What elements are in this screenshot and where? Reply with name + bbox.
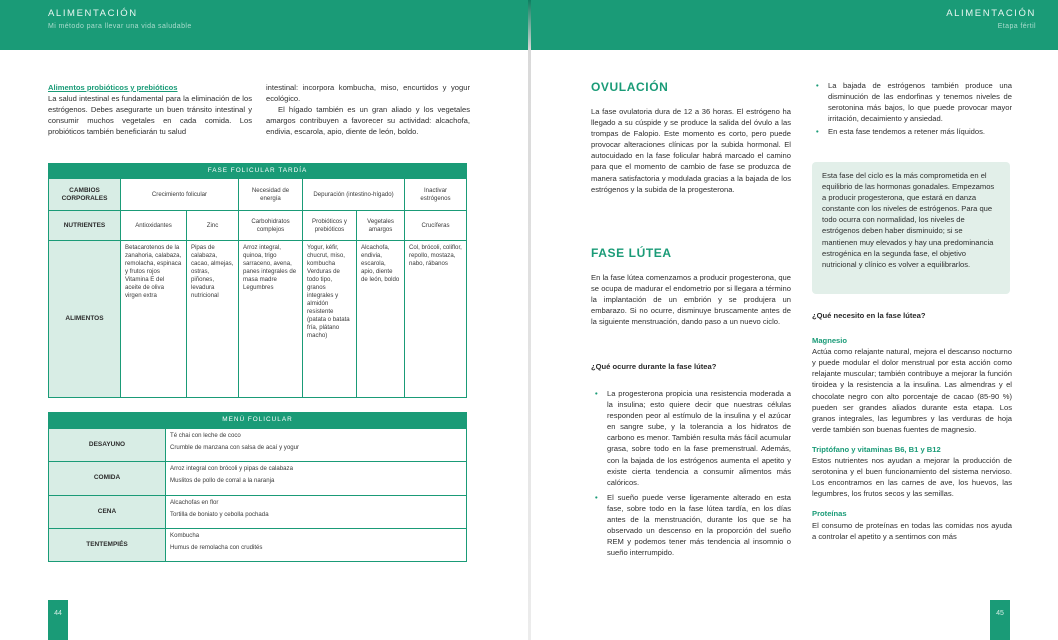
table-menu-caption: MENÚ FOLICULAR	[49, 413, 467, 429]
header-left-title: ALIMENTACIÓN	[48, 8, 138, 19]
menu-line: Muslitos de pollo de corral a la naranja	[170, 477, 275, 485]
table-menu-folicular	[48, 412, 467, 562]
cell-cambios-4: Inactivar estrógenos	[405, 179, 467, 211]
cell-nutrientes-3: Carbohidratos complejos	[239, 211, 303, 241]
bullet-dot-icon: •	[816, 81, 819, 90]
bullet-dot-icon: •	[595, 492, 598, 502]
highlight-box-text: Esta fase del ciclo es la más comprometida en el equilibrio de las hormonas gonadales. Empezamos a producir progesterona, que estará en danza constante con los niveles de estrógenos. Para que todo ocurra con normalidad, los niveles de estrógenos deben haber disminuido; si se mantienen muy elevados y hay una predominancia estrogénica en la segunda fase, el objetivo nutricional y clínico es volver a equilibrarlos.	[822, 171, 995, 269]
highlight-box	[812, 162, 1010, 294]
heading-magnesio: Magnesio	[812, 336, 848, 346]
table-fase-folicular	[48, 163, 467, 398]
menu-label-tentempies: TENTEMPIÉS	[49, 528, 166, 561]
menu-line: Arroz integral con brócoli y pipas de calabaza	[170, 465, 293, 473]
question-que-necesito: ¿Qué necesito en la fase lútea?	[812, 311, 926, 320]
header-right-title: ALIMENTACIÓN	[946, 8, 1036, 19]
header-left	[48, 8, 192, 30]
heading-fase-lutea: FASE LÚTEA	[591, 246, 672, 260]
left-col-2	[266, 82, 470, 137]
menu-line: Humus de remolacha con crudités	[170, 543, 263, 551]
row-label-cambios: CAMBIOS CORPORALES	[49, 179, 121, 211]
cell-alimentos-1: Betacarotenos de la zanahoria, calabaza, remolacha, espinaca y frutos rojos Vitamina E del aceite de oliva virgen extra	[121, 241, 187, 398]
menu-cell-comida	[166, 462, 467, 495]
menu-line: Crumble de manzana con salsa de acaí y yogur	[170, 444, 300, 451]
lutea-bullets	[591, 388, 791, 558]
ovulacion-text: La fase ovulatoria dura de 12 a 36 horas. El estrógeno ha llegado a su cúspide y se produce la salida del óvulo a las trompas de Falopio. Este momento es corto, pero puede provocar alteraciones clínicas por la subida hormonal. El autocuidado en la fase folicular habrá marcado el camino para que el momento de cambio de fase se produzca de manera satisfactoria y modulada gracias a la bajada de los estrógenos y la subida de la progesterona.	[591, 107, 791, 194]
page-gutter	[528, 0, 531, 640]
left-col1-paragraph: La salud intestinal es fundamental para la eliminación de los estrógenos. Debes asegurarte un buen tránsito intestinal y consumir muchos vegetales en cada comida. Los probióticos también beneficiarán tu salud	[48, 94, 252, 137]
header-right-subtitle: Etapa fértil	[997, 23, 1036, 30]
cell-nutrientes-6: Crucíferas	[405, 211, 467, 241]
cell-alimentos-5: Alcachofa, endivia, escarola, apio, diente de león, boldo	[357, 241, 405, 398]
menu-cell-cena	[166, 495, 467, 528]
heading-proteinas: Proteínas	[812, 509, 847, 519]
bullet-dot-icon: •	[816, 127, 819, 137]
menu-line: Alcachofas en flor	[170, 498, 219, 506]
header-left-subtitle: Mi método para llevar una vida saludable	[48, 23, 192, 30]
cell-alimentos-3: Arroz integral, quinoa, trigo sarraceno, avena, panes integrales de masa madre Legumbres	[239, 241, 303, 398]
menu-line: Kombucha	[170, 531, 200, 539]
header-right	[946, 8, 1036, 30]
right-bullets	[812, 80, 1012, 137]
page-number-left: 44	[48, 600, 68, 640]
triptofano-text: Estos nutrientes nos ayudan a mejorar la producción de serotonina y el buen funcionamiento del sistema nervioso. Los encontramos en las carnes de ave, los huevos, las legumbres, los frutos secos y las semillas.	[812, 456, 1012, 499]
left-col2-paragraph-1: intestinal: incorpora kombucha, miso, encurtidos y yogur ecológico.	[266, 83, 470, 104]
bullet-item	[812, 126, 1012, 137]
lutea-paragraph	[591, 272, 791, 327]
bullet-item	[591, 492, 791, 559]
page-number-right: 45	[990, 600, 1010, 640]
menu-label-desayuno: DESAYUNO	[49, 429, 166, 462]
menu-line: Tortilla de boniato y cebolla pochada	[170, 510, 269, 518]
left-col2-paragraph-2: El hígado también es un gran aliado y los vegetales amargos contribuyen a favorecer su actividad: alcachofa, endivia, escarola, apio, diente de león, boldo.	[266, 105, 470, 137]
menu-cell-desayuno	[166, 429, 467, 462]
bullet-item	[812, 80, 1012, 124]
row-label-nutrientes: NUTRIENTES	[49, 211, 121, 241]
cell-nutrientes-1: Antioxidantes	[121, 211, 187, 241]
cell-alimentos-4: Yogur, kéfir, chucrut, miso, kombucha Verduras de todo tipo, granos integrales y almidón resistente (patata o batata fría, plátano macho)	[303, 241, 357, 398]
section-heading-probioticos: Alimentos probióticos y prebióticos	[48, 83, 178, 92]
bullet-item	[591, 388, 791, 488]
cell-alimentos-6: Col, brócoli, coliflor, repollo, mostaza, nabo, rábanos	[405, 241, 467, 398]
cell-cambios-2: Necesidad de energía	[239, 179, 303, 211]
question-que-ocurre: ¿Qué ocurre durante la fase lútea?	[591, 362, 717, 371]
ovulacion-paragraph	[591, 106, 791, 195]
cell-nutrientes-2: Zinc	[187, 211, 239, 241]
bullet-text: El sueño puede verse ligeramente alterado en esta fase, sobre todo en la fase lútea tardía, en los días antes de la menstruación, durante los que se ha observado un descenso en la proporción del sueño REM y podemos tener más tendencia al insomnio o sueño interrumpido.	[607, 492, 791, 558]
left-col-1	[48, 82, 252, 137]
menu-label-cena: CENA	[49, 495, 166, 528]
magnesio-text: Actúa como relajante natural, mejora el descanso nocturno y puede modular el dolor menstrual por esta acción como relajante muscular; también contribuye a mejorar la función tiroidea y la resistencia a la insulina. Las almendras y el chocolate negro con alto porcentaje de cacao (85-90 %) pueden ser grandes aliados durante esta etapa. Los granos integrales, las legumbres y las verduras de hoja verde también son buenas fuentes de magnesio.	[812, 347, 1012, 434]
table-fase-caption: FASE FOLICULAR TARDÍA	[49, 164, 467, 179]
bullet-text: La progesterona propicia una resistencia moderada a la insulina; esto quiere decir que nuestras células responden peor al estímulo de la insulina y el azúcar en sangre sube, y la tolerancia a los hidratos de carbono es menor. También resulta más fácil acumular grasa, sobre todo en la fase premenstrual. Además, con la bajada de los estrógenos aumenta el apetito y existe cierta tendencia a consumir alimentos más calóricos.	[607, 389, 791, 487]
cell-cambios-3: Depuración (intestino-hígado)	[303, 179, 405, 211]
row-label-alimentos: ALIMENTOS	[49, 241, 121, 398]
cell-nutrientes-4: Probióticos y prebióticos	[303, 211, 357, 241]
menu-cell-tentempies	[166, 528, 467, 561]
heading-triptofano: Triptófano y vitaminas B6, B1 y B12	[812, 444, 941, 454]
right-col-lower	[812, 310, 1012, 542]
lutea-text: En la fase lútea comenzamos a producir progesterona, que se ocupa de madurar el endometrio por si llegara a término la implantación de un embrión y se produjera un embarazo. Si no ocurre, disminuye bruscamente antes de la siguiente menstruación, dando paso a un nuevo ciclo.	[591, 273, 791, 327]
heading-ovulacion: OVULACIÓN	[591, 80, 669, 94]
cell-cambios-1: Crecimiento folicular	[121, 179, 239, 211]
bullet-text: La bajada de estrógenos también produce una disminución de las endorfinas y tenemos niveles de serotonina más bajos, lo que puede provocar mayor irritación, decaimiento y ansiedad.	[828, 81, 1012, 124]
cell-nutrientes-5: Vegetales amargos	[357, 211, 405, 241]
bullet-text: En esta fase tendemos a retener más líquidos.	[828, 127, 986, 137]
menu-label-comida: COMIDA	[49, 462, 166, 495]
proteinas-text: El consumo de proteínas en todas las comidas nos ayuda a controlar el apetito y a sentirnos con más	[812, 520, 1012, 541]
menu-line: Té chai con leche de coco	[170, 432, 241, 439]
bullet-dot-icon: •	[595, 389, 598, 398]
cell-alimentos-2: Pipas de calabaza, cacao, almejas, ostras, piñones, levadura nutricional	[187, 241, 239, 398]
